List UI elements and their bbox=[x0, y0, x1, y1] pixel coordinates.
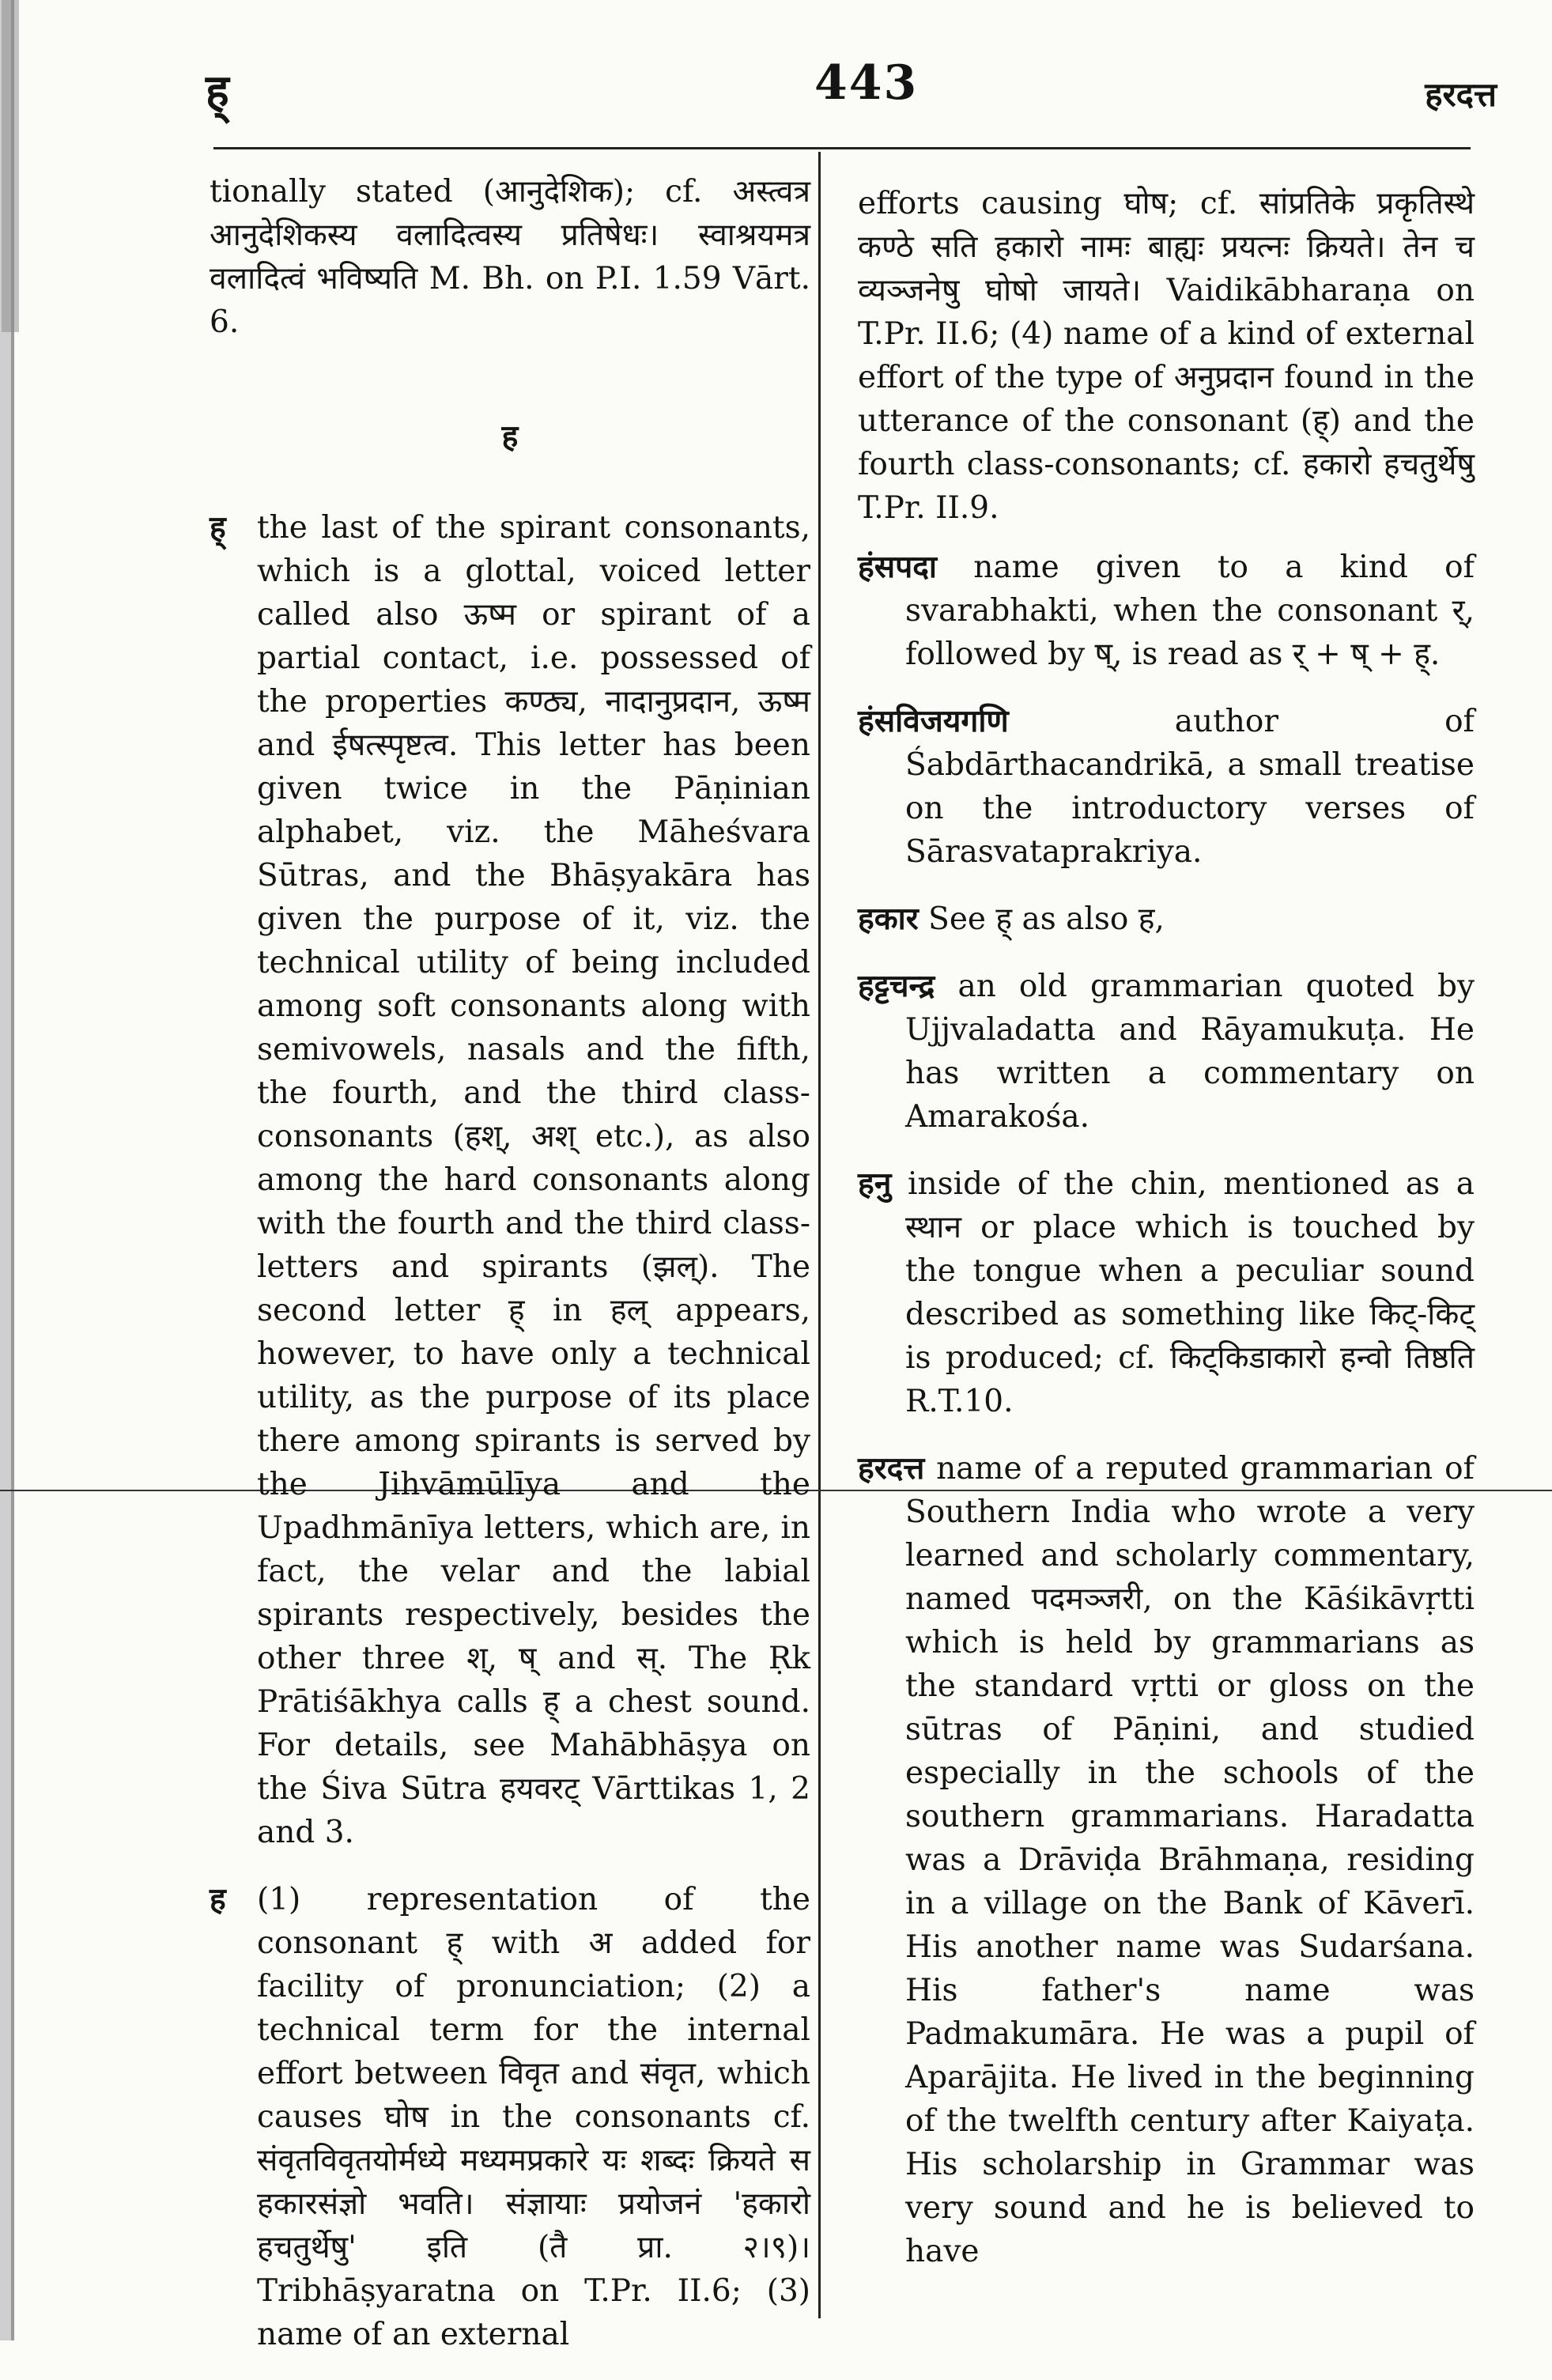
page-edge-shadow bbox=[0, 0, 32, 2340]
dictionary-entry bbox=[858, 546, 1475, 676]
dictionary-entry bbox=[858, 1162, 1475, 1423]
entry-headword: हंसपदा bbox=[858, 549, 938, 585]
dictionary-entry bbox=[210, 1878, 810, 2356]
entry-definition: हंसविजयगणि author of Śabdārthacandrikā, a small treatise on the introductory verses of Sārasvataprakriya. bbox=[858, 703, 1475, 870]
page-header bbox=[198, 55, 1497, 119]
header-right-word: हरदत्त bbox=[1425, 75, 1497, 114]
entry-headword: हंसविजयगणि bbox=[858, 703, 1009, 739]
page-number: 443 bbox=[814, 55, 919, 111]
section-heading: ह bbox=[501, 418, 519, 455]
dictionary-entry bbox=[858, 1447, 1475, 2273]
right-continuation-text: efforts causing घोष; cf. सांप्रतिके प्रकृतिस्थे कण्ठे सति हकारो नामः बाह्यः प्रयत्नः क्रियते। तेन च व्यञ्जनेषु घोषो जायते। Vaidikābharaṇa on T.Pr. II.6; (4) name of a kind of external effort of the type of अनुप्रदान found in the utterance of the consonant (ह्) and the fourth class-consonants; cf. हकारो हचतुर्थेषु T.Pr. II.9. bbox=[858, 186, 1475, 526]
entry-definition: (1) representation of the consonant ह् with अ added for facility of pronunciation; (2) a technical term for the internal effort between विवृत and संवृत, which causes घोष in the consonants cf. संवृतविवृतयोर्मध्ये मध्यमप्रकारे यः शब्दः क्रियते स हकारसंज्ञो भवति। संज्ञायाः प्रयोजनं 'हकारो हचतुर्थेषु' इति (तै प्रा. २।९)। Tribhāṣyaratna on T.Pr. II.6; (3) name of an external bbox=[257, 1882, 810, 2352]
entry-definition: हंसपदा name given to a kind of svarabhakti, when the consonant र्, followed by ष्, is read as र् + ष् + ह्. bbox=[858, 549, 1475, 672]
entry-definition: हकार See ह् as also ह, bbox=[858, 901, 1165, 937]
entry-definition: हनु inside of the chin, mentioned as a स्थान or place which is touched by the tongue when a peculiar sound described as something like किट्-किट् is produced; cf. किट्किडाकारो हन्वो तिष्ठति R.T.10. bbox=[858, 1165, 1475, 1419]
entry-headword: हट्टचन्द्र bbox=[858, 968, 935, 1004]
entry-definition: the last of the spirant consonants, which is a glottal, voiced letter called also ऊष्म or spirant of a partial contact, i.e. possessed of the properties कण्ठ्य, नादानुप्रदान, ऊष्म and ईषत्स्पृष्टत्व. This letter has been given twice in the Pāṇinian alphabet, viz. the Māheśvara Sūtras, and the Bhāṣyakāra has given the purpose of it, viz. the technical utility of being included among soft consonants along with semivowels, nasals and the fifth, the fourth, and the third class-consonants (हश्, अश् etc.), as also among the hard consonants along with the fourth and the third class-letters and spirants (झल्). The second letter ह् in हल् appears, however, to have only a technical utility, as the purpose of its place there among spirants is served by the Jihvāmūlīya and the Upadhmānīya letters, which are, in fact, the velar and the labial spirants respectively, besides the other three श्, ष् and स्. The Ṛk Prātiśākhya calls ह् a chest sound. For details, see Mahābhāṣya on the Śiva Sūtra हयवरट् Vārttikas 1, 2 and 3. bbox=[257, 510, 810, 1850]
right-column bbox=[858, 182, 1475, 2297]
dictionary-entry bbox=[210, 506, 810, 1854]
dictionary-entry bbox=[858, 897, 1475, 941]
entry-definition: हट्टचन्द्र an old grammarian quoted by Ujjvaladatta and Rāyamukuṭa. He has written a commentary on Amarakośa. bbox=[858, 968, 1475, 1135]
left-continuation-text: tionally stated (आनुदेशिक); cf. अस्त्वत्र आनुदेशिकस्य वलादित्वस्य प्रतिषेधः। स्वाश्रयमत्र वलादित्वं भविष्यति M. Bh. on P.I. 1.59 Vārt. 6. bbox=[210, 174, 810, 340]
entry-headword: ह् bbox=[210, 509, 226, 546]
entry-headword: हनु bbox=[858, 1165, 892, 1202]
dictionary-entry bbox=[858, 965, 1475, 1139]
dictionary-entry bbox=[858, 700, 1475, 874]
header-rule bbox=[213, 147, 1471, 149]
left-column bbox=[210, 170, 810, 2380]
column-divider bbox=[818, 152, 821, 2318]
entry-definition: हरदत्त name of a reputed grammarian of Southern India who wrote a very learned and scholarly commentary, named पदमञ्जरी, on the Kāśikāvṛtti which is held by grammarians as the standard vṛtti or gloss on the sūtras of Pāṇini, and studied especially in the schools of the southern grammarians. Haradatta was a Drāviḍa Brāhmaṇa, residing in a village on the Bank of Kāverī. His another name was Sudarśana. His father's name was Padmakumāra. He was a pupil of Aparājita. He lived in the beginning of the twelfth century after Kaiyaṭa. His scholarship in Grammar was very sound and he is believed to have bbox=[858, 1450, 1475, 2269]
entry-headword: हरदत्त bbox=[858, 1450, 925, 1487]
entry-headword: हकार bbox=[858, 901, 919, 937]
entry-headword: ह bbox=[210, 1881, 226, 1917]
header-left-letter: ह् bbox=[206, 65, 229, 117]
